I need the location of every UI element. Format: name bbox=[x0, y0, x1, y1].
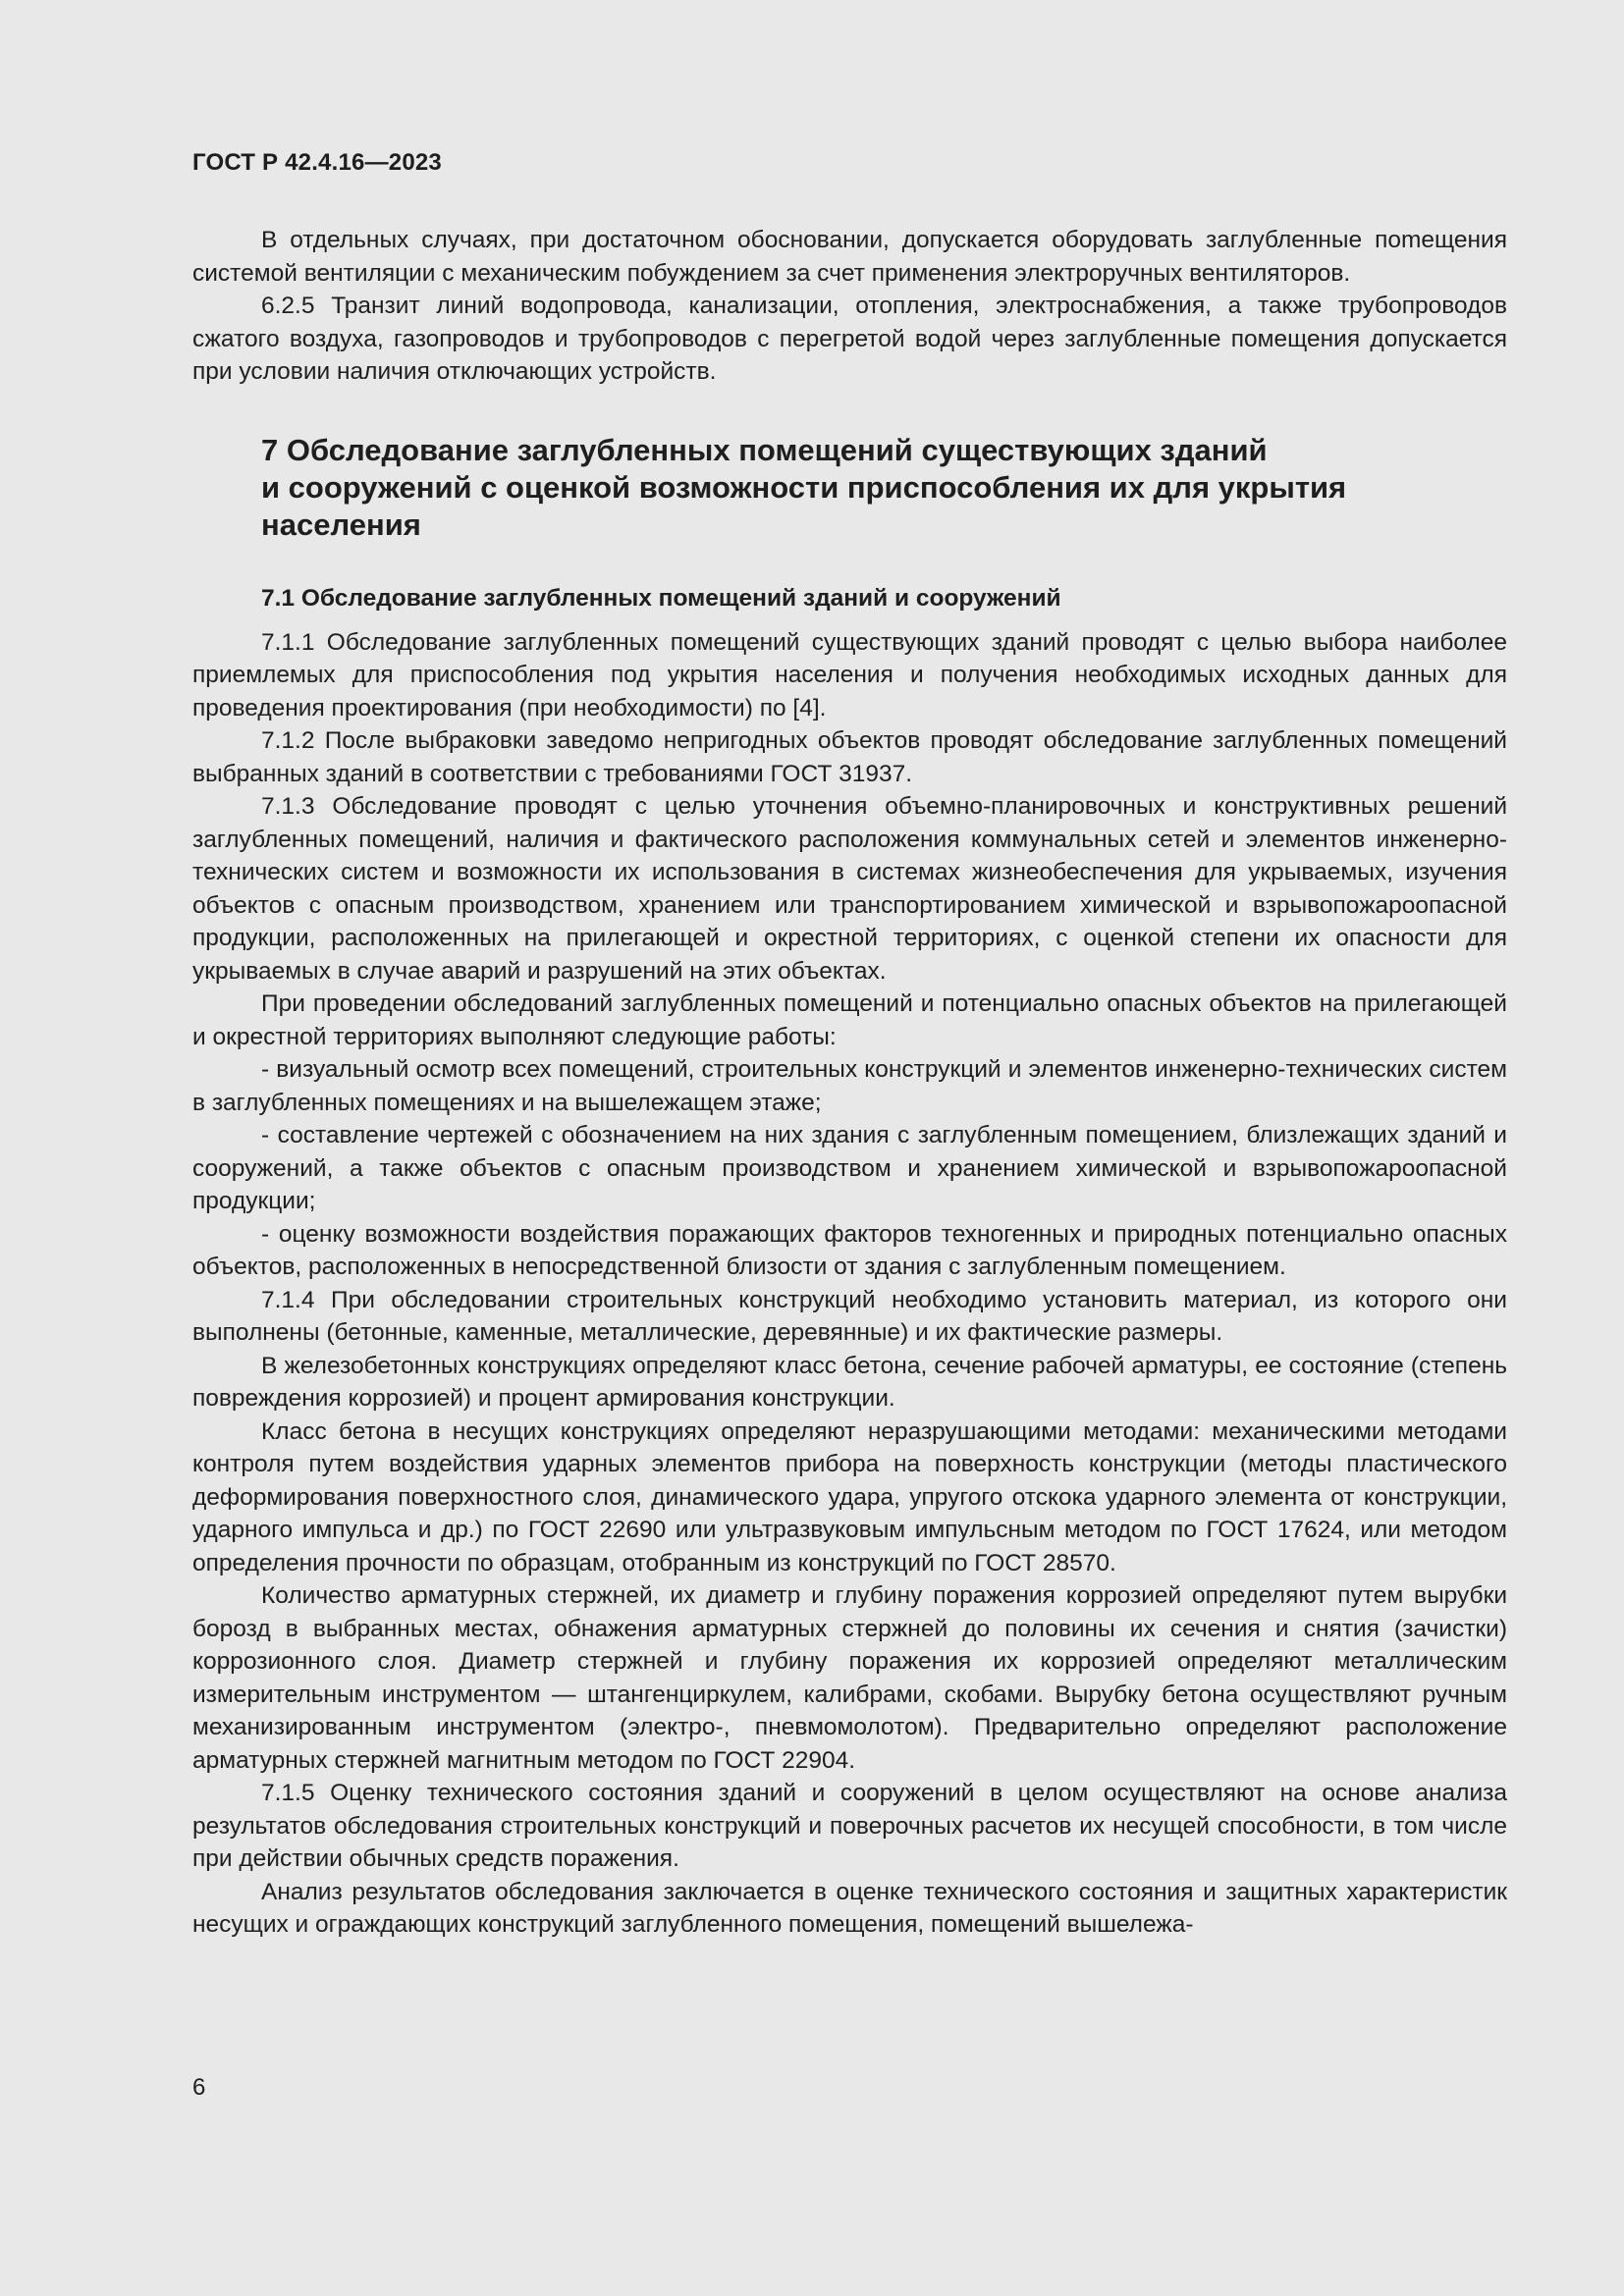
paragraph-7-1-2: 7.1.2 После выбраковки заведомо непригодных объектов проводят обследование заглубленных помещений выбранных зданий в соответствии с требованиями ГОСТ 31937. bbox=[192, 727, 1507, 787]
list-item-visual-inspection: - визуальный осмотр всех помещений, строительных конструкций и элементов инженерно-технических систем в заглубленных помещениях и на вышележащем этаже; bbox=[192, 1056, 1507, 1116]
paragraph-works-intro: При проведении обследований заглубленных помещений и потенциально опасных объектов на прилегающей и окрестной территориях выполняют следующие работы: bbox=[192, 990, 1507, 1050]
document-header: ГОСТ Р 42.4.16—2023 bbox=[192, 149, 442, 176]
section-title-line-1: 7 Обследование заглубленных помещений существующих зданий bbox=[261, 432, 1268, 467]
paragraph-7-1-4: 7.1.4 При обследовании строительных конструкций необходимо установить материал, из которого они выполнены (бетонные, каменные, металлические, деревянные) и их фактические размеры. bbox=[192, 1286, 1507, 1346]
intro-paragraph-1: В отдельных случаях, при достаточном обосновании, допускается оборудовать заглубленные поmещения системой вентиляции с механическим побуждением за счет применения электроручных вентиляторов. bbox=[192, 227, 1507, 287]
subsection-7-1-title: 7.1 Обследование заглубленных помещений зданий и сооружений bbox=[261, 584, 1061, 612]
paragraph-rebar-count: Количество арматурных стержней, их диаметр и глубину поражения коррозией определяют путем вырубки борозд в выбранных местах, обнажения арматурных стержней до половины их сечения и снятия (зачистки) коррозионного слоя. Диаметр стержней и глубину поражения их коррозией определяют металлическим измерительным инструментом — штангенциркулем, калибрами, скобами. Вырубку бетона осуществляют ручным механизированным инструментом (электро-, пневмомолотом). Предварительно определяют расположение арматурных стержней магнитным методом по ГОСТ 22904. bbox=[192, 1582, 1507, 1774]
paragraph-7-1-1: 7.1.1 Обследование заглубленных помещений существующих зданий проводят с целью выбора наиболее приемлемых для приспособления под укрытия населения и получения необходимых исходных данных для проведения проектирования (при необходимости) по [4]. bbox=[192, 628, 1507, 721]
list-item-drawings: - составление чертежей с обозначением на них здания с заглубленным помещением, близлежащих зданий и сооружений, а также объектов с опасным производством и хранением химической и взрывопожароопасной продукции; bbox=[192, 1122, 1507, 1214]
paragraph-analysis: Анализ результатов обследования заключается в оценке технического состояния и защитных характеристик несущих и ограждающих конструкций заглубленного помещения, помещений вышележа- bbox=[192, 1878, 1507, 1938]
document-body bbox=[192, 224, 1507, 1942]
page-number: 6 bbox=[192, 2074, 206, 2101]
section-title-line-3: населения bbox=[261, 507, 421, 542]
paragraph-7-1-5: 7.1.5 Оценку технического состояния зданий и сооружений в целом осуществляют на основе анализа результатов обследования строительных конструкций и поверочных расчетов их несущей способности, в том числе при действии обычных средств поражения. bbox=[192, 1780, 1507, 1872]
list-item-hazard-assessment: - оценку возможности воздействия поражающих факторов техногенных и природных потенциально опасных объектов, расположенных в непосредственной близости от здания с заглубленным помещением. bbox=[192, 1220, 1507, 1280]
section-title-line-2: и сооружений с оценкой возможности приспособления их для укрытия bbox=[261, 469, 1347, 505]
paragraph-reinforced-concrete: В железобетонных конструкциях определяют класс бетона, сечение рабочей арматуры, ее состояние (степень повреждения коррозией) и процент армирования конструкции. bbox=[192, 1352, 1507, 1412]
intro-paragraph-2: 6.2.5 Транзит линий водопровода, канализации, отопления, электроснабжения, а также трубопроводов сжатого воздуха, газопроводов и трубопроводов с перегретой водой через заглубленные помещения допускается при условии наличия отключающих устройств. bbox=[192, 293, 1507, 385]
paragraph-concrete-class: Класс бетона в несущих конструкциях определяют неразрушающими методами: механическими методами контроля путем воздействия ударных элементов прибора на поверхность конструкции (методы пластического деформирования поверхностного слоя, динамического удара, упругого отскока ударного элемента от конструкции, ударного импульса и др.) по ГОСТ 22690 или ультразвуковым импульсным методом по ГОСТ 17624, или методом определения прочности по образцам, отобранным из конструкций по ГОСТ 28570. bbox=[192, 1417, 1507, 1576]
paragraph-7-1-3: 7.1.3 Обследование проводят с целью уточнения объемно-планировочных и конструктивных решений заглубленных помещений, наличия и фактического расположения коммунальных сетей и элементов инженерно-технических систем и возможности их использования в системах жизнеобеспечения для укрываемых, изучения объектов с опасным производством, хранением или транспортированием химической и взрывопожароопасной продукции, расположенных на прилегающей и окрестной территориях, с оценкой степени их опасности для укрываемых в случае аварий и разрушений на этих объектах. bbox=[192, 793, 1507, 985]
section-7-title bbox=[261, 432, 1439, 544]
